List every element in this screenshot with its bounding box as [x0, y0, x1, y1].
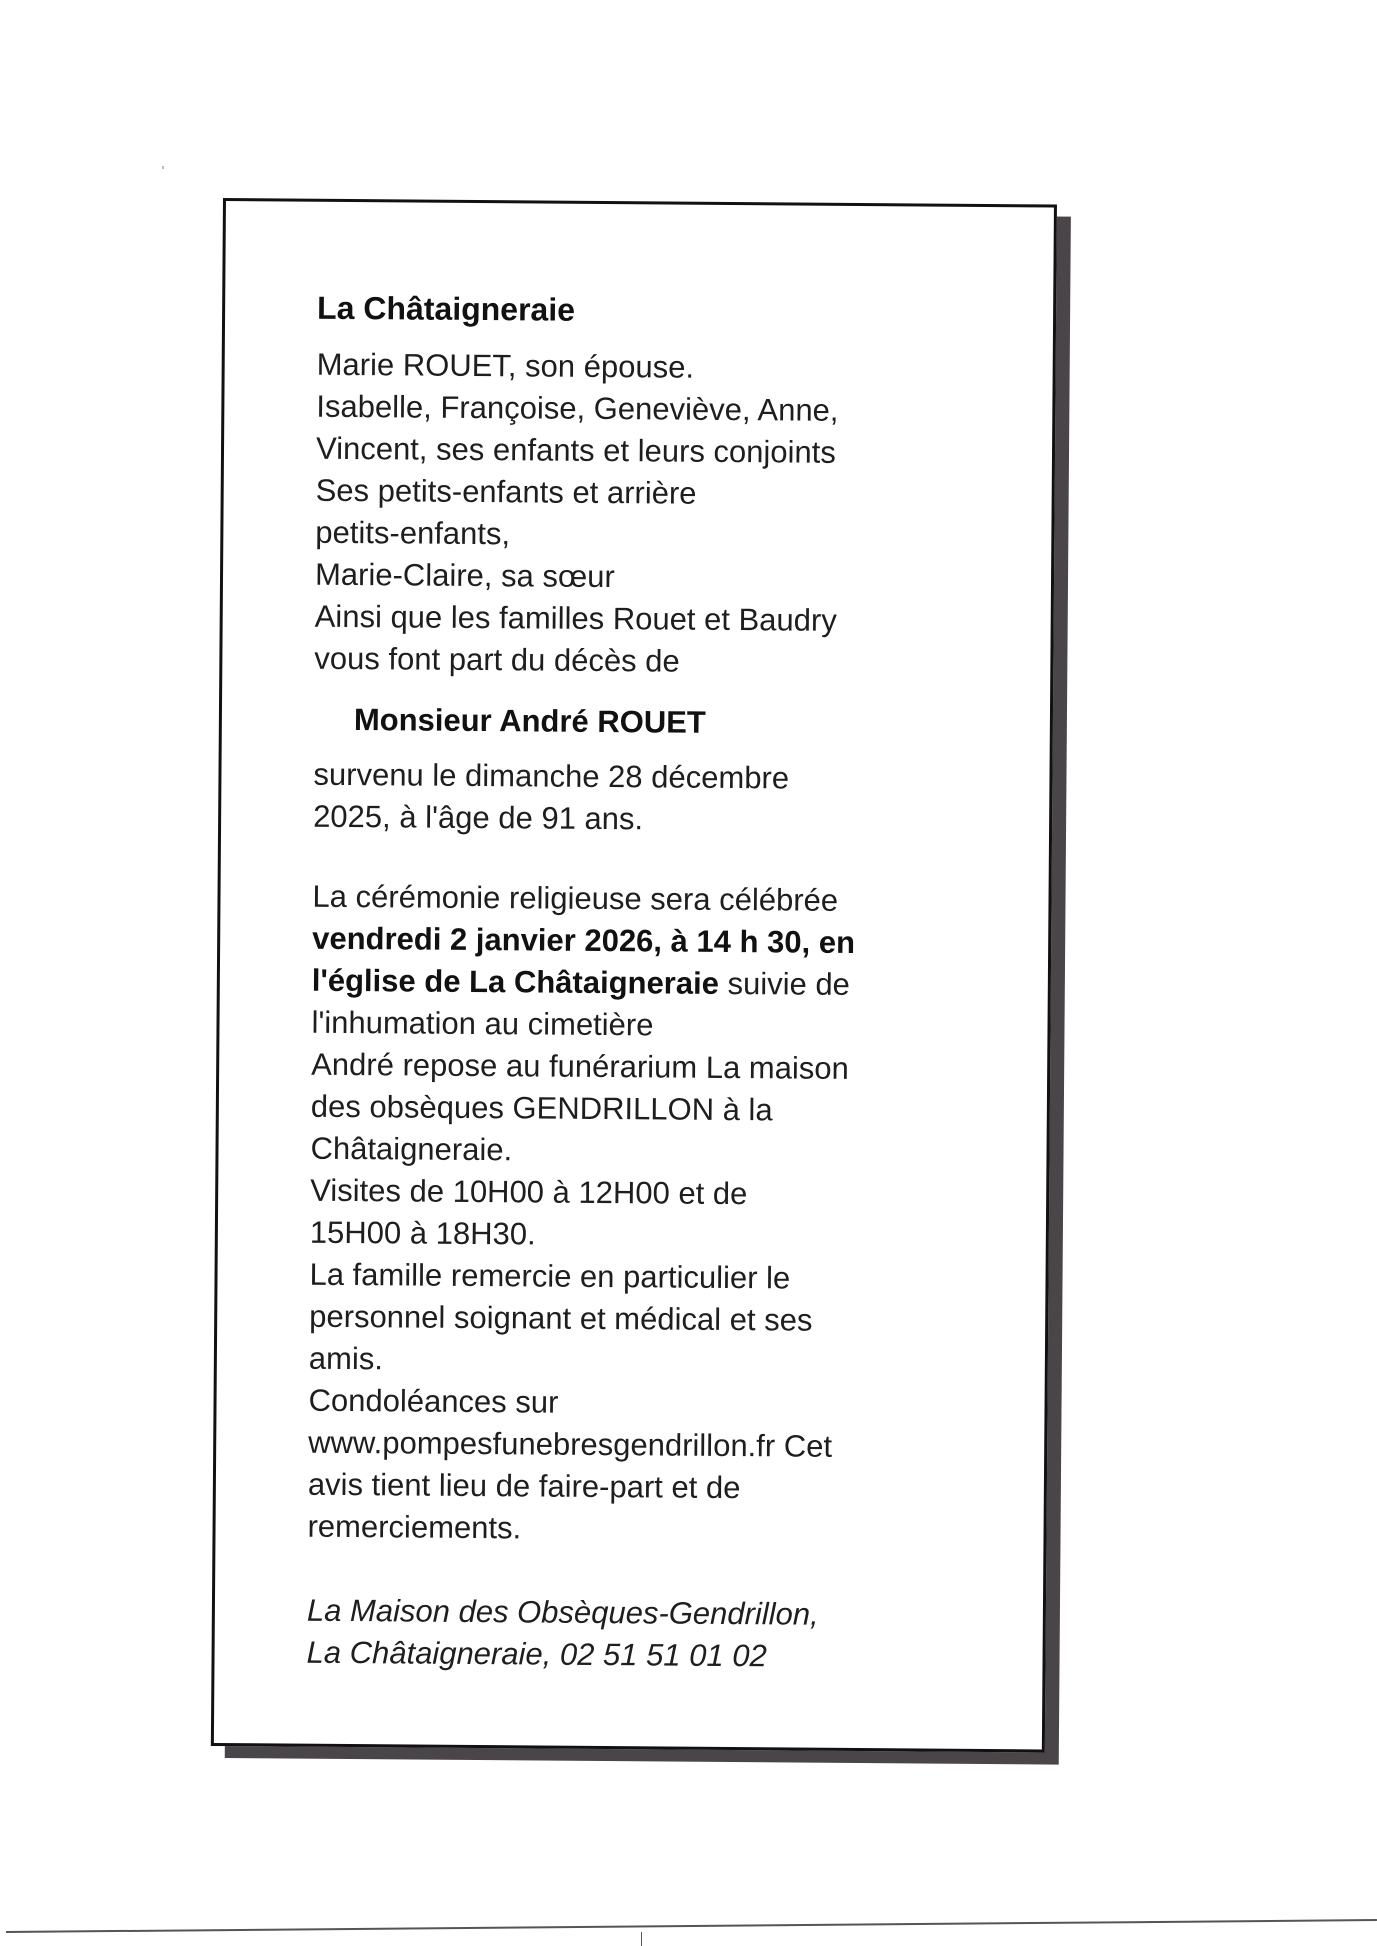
- section-spacer: [313, 838, 1013, 881]
- death-line: survenu le dimanche 28 décembre: [313, 756, 790, 796]
- page-bottom-rule: [6, 1919, 1377, 1933]
- ceremony-line: La cérémonie religieuse sera célébrée: [312, 878, 839, 918]
- death-line: 2025, à l'âge de 91 ans.: [313, 798, 644, 837]
- signature-section: [306, 1590, 1007, 1679]
- ceremony-location-line: [312, 960, 1012, 1007]
- family-line: Marie ROUET, son épouse.: [316, 346, 695, 385]
- condolences-url-line: www.pompesfunebresgendrillon.fr Cet: [308, 1424, 833, 1464]
- family-line: Ainsi que les familles Rouet et Baudry: [314, 598, 837, 638]
- obituary-notice: [211, 198, 1057, 1753]
- details-line: des obsèques GENDRILLON à la: [310, 1088, 773, 1128]
- ceremony-section: [311, 876, 1012, 1049]
- deceased-name: Monsieur André ROUET: [353, 702, 706, 740]
- visiting-hours-line: Visites de 10H00 à 12H00 et de: [310, 1172, 748, 1212]
- details-line: amis.: [308, 1340, 384, 1377]
- details-line: André repose au funérarium La maison: [311, 1046, 849, 1086]
- ceremony-date-time: vendredi 2 janvier 2026, à 14 h 30, en: [312, 920, 856, 960]
- signature-line: La Maison des Obsèques-Gendrillon,: [306, 1592, 819, 1632]
- signature-line: La Châtaigneraie, 02 51 51 01 02: [306, 1634, 767, 1674]
- condolences-line: Condoléances sur: [308, 1382, 559, 1420]
- details-line: remerciements.: [307, 1508, 522, 1546]
- family-line: Vincent, ses enfants et leurs conjoints: [315, 430, 837, 470]
- details-line: La famille remercie en particulier le: [309, 1256, 791, 1296]
- family-line: Marie-Claire, sa sœur: [314, 556, 615, 595]
- family-line: vous font part du décès de: [314, 640, 680, 679]
- details-section: [307, 1044, 1011, 1553]
- family-line: Ses petits-enfants et arrière: [315, 472, 697, 511]
- notice-heading: La Châtaigneraie: [316, 289, 576, 328]
- fold-tick-mark: [641, 1932, 642, 1946]
- family-section: [314, 344, 1017, 685]
- notice-content: [306, 286, 1017, 1679]
- family-line: petits-enfants,: [315, 514, 511, 552]
- visiting-hours-line: 15H00 à 18H30.: [309, 1214, 536, 1252]
- family-line: Isabelle, Françoise, Geneviève, Anne,: [316, 388, 839, 428]
- ceremony-line: l'inhumation au cimetière: [311, 1004, 654, 1043]
- details-line: avis tient lieu de faire-part et de: [307, 1466, 741, 1506]
- details-line: Châtaigneraie.: [310, 1130, 513, 1168]
- ceremony-location: l'église de La Châtaigneraie: [311, 962, 720, 1001]
- notice-frame: [211, 198, 1057, 1753]
- section-spacer: [307, 1548, 1007, 1595]
- details-line: personnel soignant et médical et ses: [309, 1298, 813, 1338]
- death-section: [313, 754, 1014, 843]
- scan-speck: [162, 166, 164, 169]
- ceremony-location-rest: suivie de: [718, 965, 851, 1002]
